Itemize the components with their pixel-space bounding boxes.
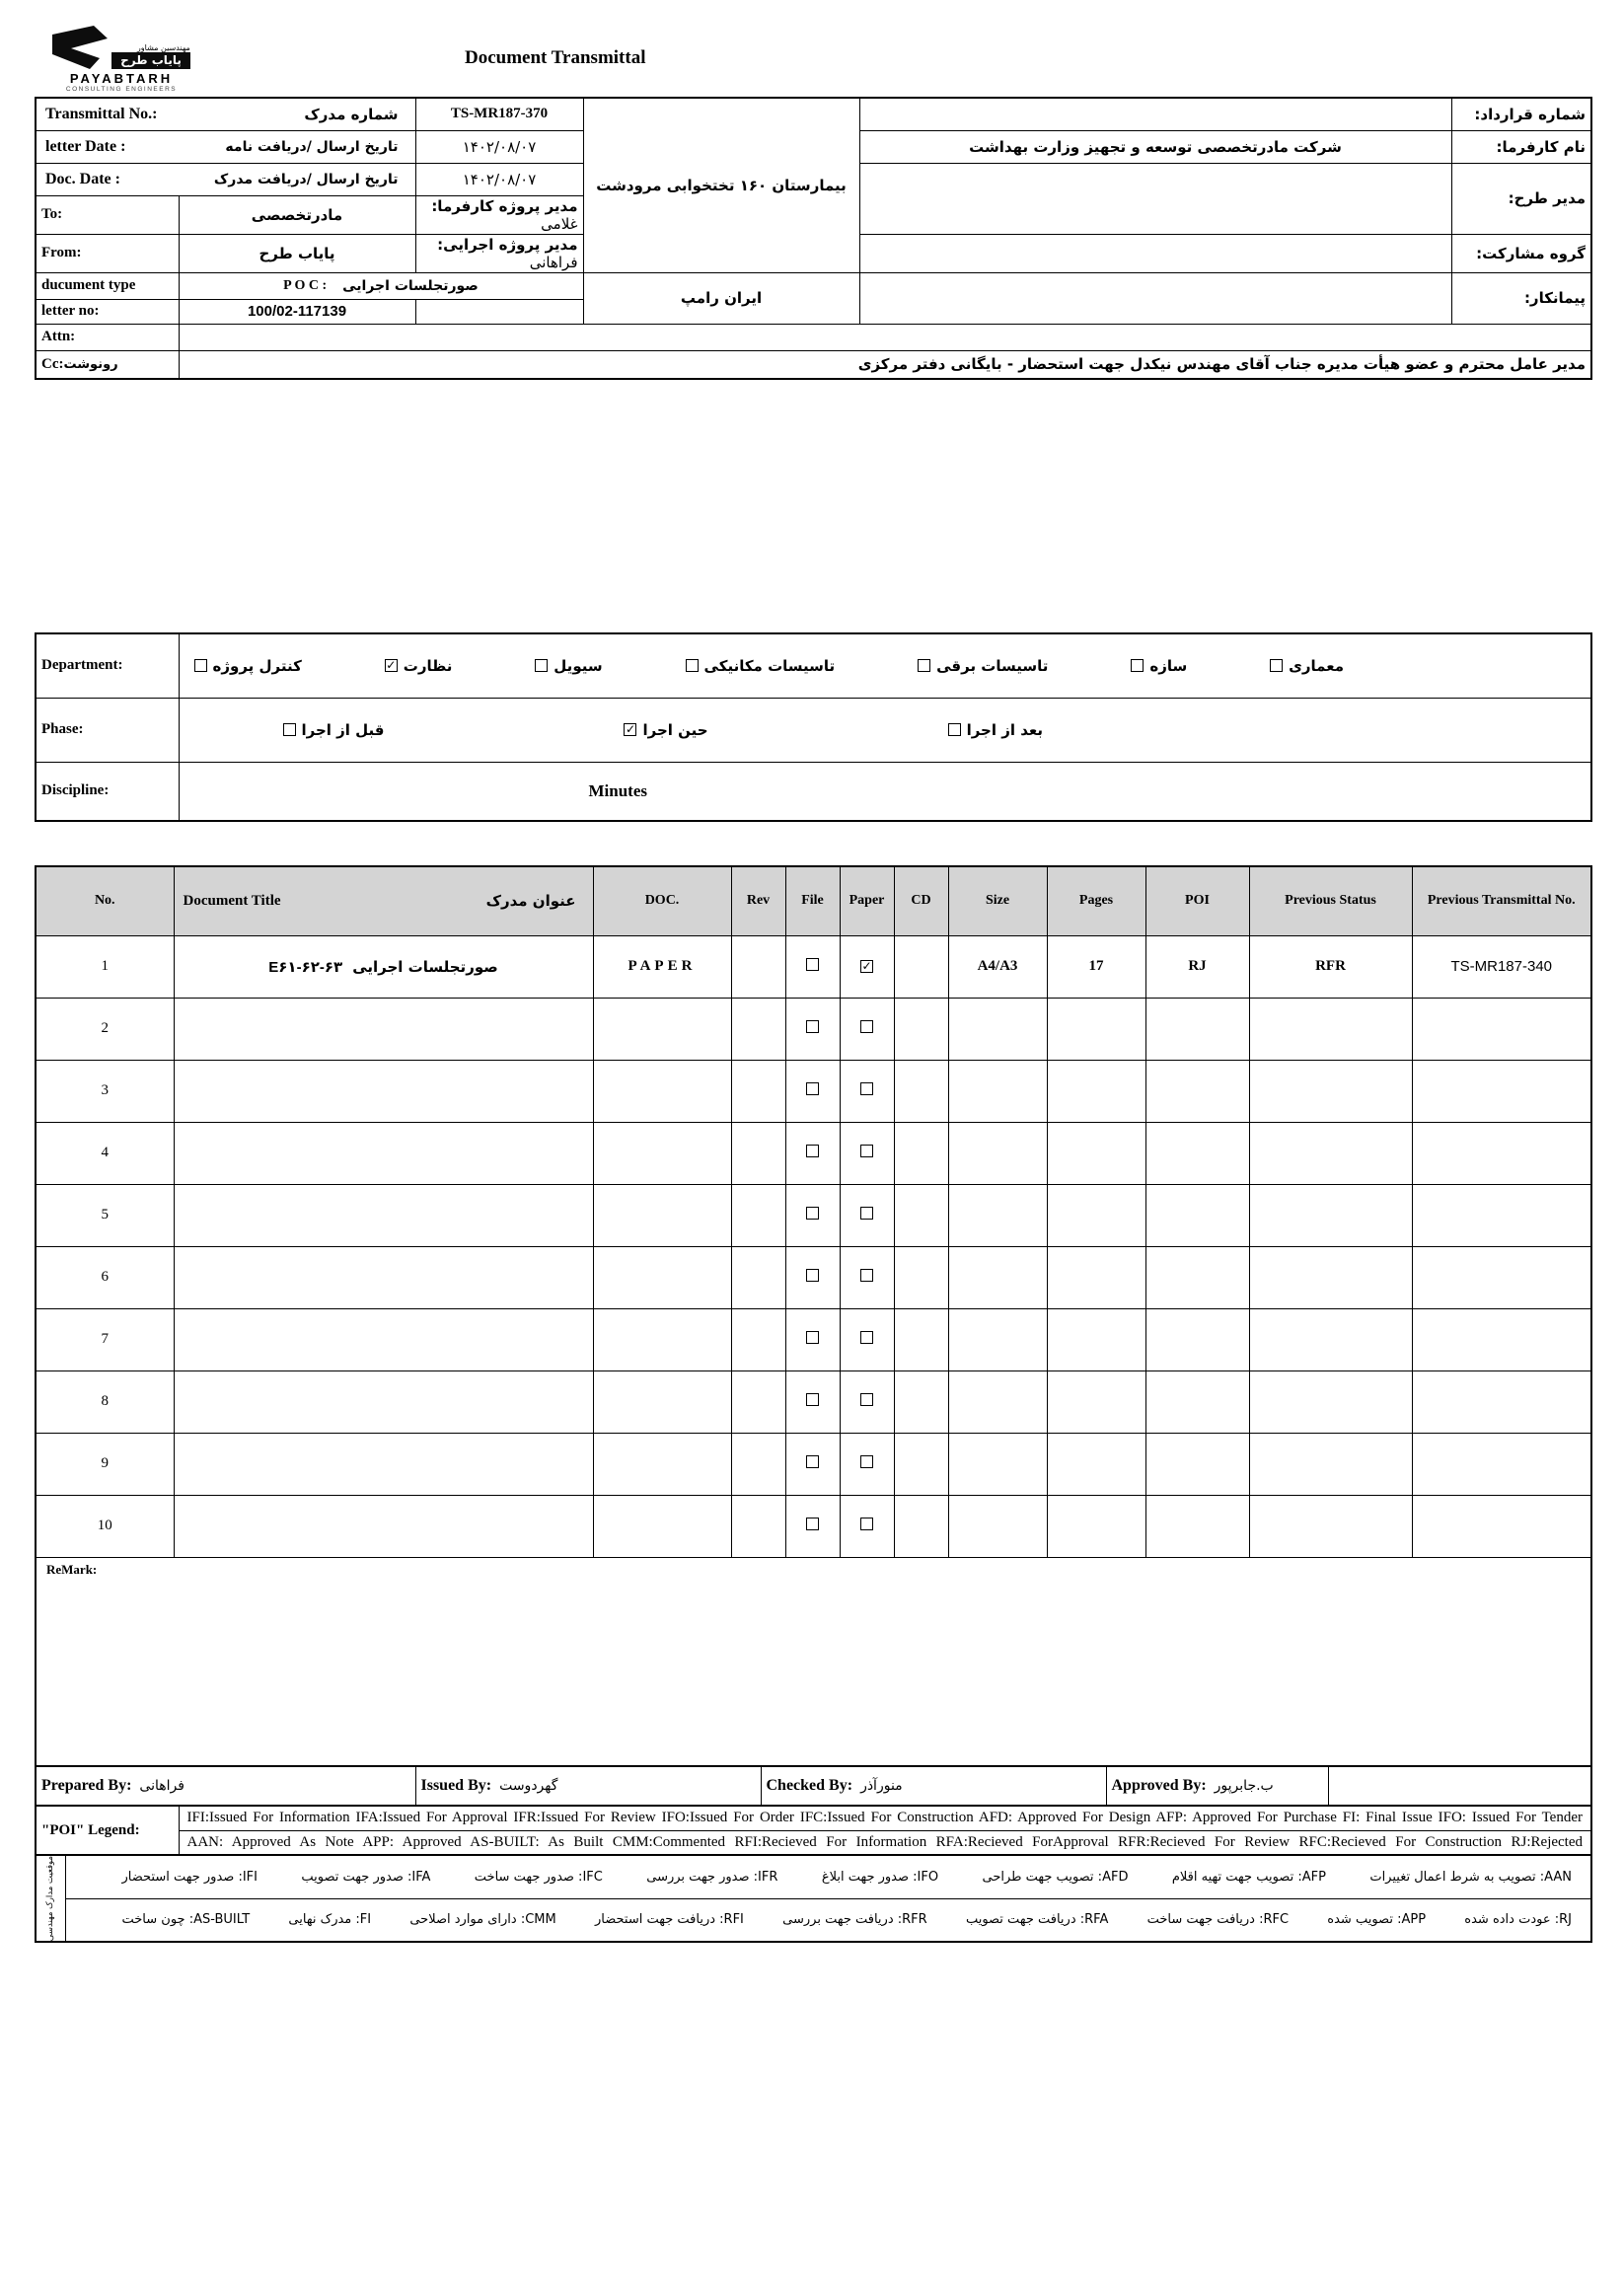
partnership-value [859, 234, 1451, 272]
checkbox-icon [860, 1145, 873, 1157]
client-pm-value: غلامی [541, 214, 578, 233]
document-list-table [35, 865, 1592, 1767]
row-file [785, 935, 840, 998]
row-prev-transmittal [1412, 1433, 1591, 1495]
document-row [36, 1122, 1591, 1184]
row-poi [1145, 1122, 1249, 1184]
legend-item: IFI: صدور جهت استحضار [121, 1869, 258, 1885]
legend-item: IFA: صدور جهت تصویب [301, 1869, 431, 1885]
project-name: بیمارستان ۱۶۰ تختخوابی مرودشت [583, 98, 859, 272]
company-logo [52, 26, 190, 93]
legend-item: RFA: دریافت جهت تصویب [965, 1912, 1109, 1928]
row-title [174, 1184, 593, 1246]
legend-item: IFO: صدور جهت ابلاغ [821, 1869, 939, 1885]
logo-subtitle: CONSULTING ENGINEERS [65, 86, 178, 93]
row-paper [840, 1308, 894, 1370]
transmittal-no-label-fa: شماره مدرک [304, 105, 399, 123]
checkbox-icon [194, 659, 207, 672]
letter-no-value: 100/02-117139 [179, 299, 415, 324]
from-value: پایاب طرح [179, 234, 415, 272]
row-paper [840, 1060, 894, 1122]
fa-legend-row2 [65, 1898, 1591, 1942]
row-file [785, 1246, 840, 1308]
row-cd [894, 1370, 948, 1433]
cc-label-fa: رونوشت [63, 356, 118, 372]
row-prev-status [1249, 1060, 1412, 1122]
department-option-supervision: ✓ نظارت [386, 656, 453, 675]
row-title [174, 998, 593, 1060]
to-value: مادرتخصصی [179, 195, 415, 234]
row-pages [1047, 1184, 1145, 1246]
col-header-cd: CD [894, 866, 948, 935]
row-rev [731, 998, 785, 1060]
page-title: Document Transmittal [465, 47, 646, 68]
letter-date-label: letter Date : [45, 137, 126, 155]
row-file [785, 1308, 840, 1370]
row-prev-status: RFR [1249, 935, 1412, 998]
logo-mark-icon [52, 26, 108, 69]
row-prev-status [1249, 998, 1412, 1060]
discipline-label: Discipline: [36, 762, 179, 821]
row-size [948, 1060, 1047, 1122]
row-prev-status [1249, 1246, 1412, 1308]
from-label: From: [36, 234, 179, 272]
row-cd [894, 1495, 948, 1557]
checkbox-icon [283, 723, 296, 736]
contract-no-value [859, 98, 1451, 130]
checkbox-icon [918, 659, 930, 672]
row-doc: PAPER [593, 935, 731, 998]
row-poi [1145, 998, 1249, 1060]
row-title [174, 1495, 593, 1557]
legend-item: IFC: صدور جهت ساخت [474, 1869, 603, 1885]
legend-item: AFP: تصویب جهت تهیه اقلام [1171, 1869, 1326, 1885]
row-title [174, 1308, 593, 1370]
row-cd [894, 1184, 948, 1246]
approved-by-value: ب.جابرپور [1214, 1778, 1274, 1794]
row-pages: 17 [1047, 935, 1145, 998]
row-size [948, 1246, 1047, 1308]
row-poi [1145, 1433, 1249, 1495]
row-no: 5 [36, 1184, 174, 1246]
row-paper [840, 998, 894, 1060]
phase-options [185, 721, 1587, 739]
row-pages [1047, 1308, 1145, 1370]
department-option-civil: سیویل [535, 657, 602, 675]
col-header-prev-transmittal: Previous Transmittal No. [1412, 866, 1591, 935]
row-rev [731, 1308, 785, 1370]
checkbox-icon [1270, 659, 1283, 672]
row-poi [1145, 1184, 1249, 1246]
department-option-structure: سازه [1131, 657, 1187, 675]
checkbox-icon [806, 1145, 819, 1157]
row-prev-status [1249, 1184, 1412, 1246]
row-prev-transmittal [1412, 998, 1591, 1060]
poi-legend-line2: AAN: Approved As Note APP: Approved AS-BUILT: As Built CMM:Commented RFI:Recieved For Information RFA:Recieved ForApproval RFR:Recieved For Review RFC:Recieved For Construction RJ:Rejected [179, 1830, 1591, 1855]
attn-label: Attn: [36, 324, 179, 350]
exec-pm-label: مدیر پروژه اجرایی: [437, 235, 578, 254]
contract-no-label: شماره قرارداد: [1451, 98, 1591, 130]
checkbox-icon: ✓ [625, 722, 636, 736]
row-size: A4/A3 [948, 935, 1047, 998]
row-cd [894, 1060, 948, 1122]
contractor-label: پیمانکار: [1451, 272, 1591, 324]
issued-by-value: گهردوست [499, 1778, 558, 1794]
checkbox-icon [860, 1455, 873, 1468]
row-file [785, 998, 840, 1060]
row-cd [894, 1246, 948, 1308]
department-label: Department: [36, 633, 179, 698]
document-type-value: صورتجلسات اجرایی [342, 277, 479, 294]
row-prev-status [1249, 1433, 1412, 1495]
checkbox-icon [806, 1331, 819, 1344]
cc-label: Cc: [41, 355, 64, 372]
row-file [785, 1122, 840, 1184]
checkbox-icon [860, 1269, 873, 1282]
contractor-value: ایران رامپ [583, 272, 859, 324]
row-cd [894, 935, 948, 998]
transmittal-header-table [35, 97, 1592, 380]
letter-date-label-fa: تاریخ ارسال /دریافت نامه [225, 138, 399, 155]
document-row [36, 935, 1591, 998]
row-doc [593, 998, 731, 1060]
checkbox-icon: ✓ [861, 959, 872, 973]
row-paper [840, 1246, 894, 1308]
row-poi [1145, 1370, 1249, 1433]
row-cd [894, 1308, 948, 1370]
row-title [174, 1433, 593, 1495]
checkbox-icon [860, 1518, 873, 1530]
col-header-rev: Rev [731, 866, 785, 935]
row-pages [1047, 1433, 1145, 1495]
fa-legend-side-label-cell [36, 1855, 65, 1942]
remark-area [36, 1557, 1591, 1766]
row-doc [593, 1495, 731, 1557]
col-header-paper: Paper [840, 866, 894, 935]
doc-date-label-fa: تاریخ ارسال /دریافت مدرک [213, 171, 399, 187]
col-header-no: No. [36, 866, 174, 935]
row-prev-transmittal [1412, 1122, 1591, 1184]
checkbox-icon [860, 1082, 873, 1095]
row-prev-transmittal [1412, 1495, 1591, 1557]
logo-tagline: مهندسین مشاور [136, 43, 190, 52]
row-pages [1047, 998, 1145, 1060]
checkbox-icon [806, 1082, 819, 1095]
col-header-title: Document Title عنوان مدرک [174, 866, 593, 935]
col-header-prev-status: Previous Status [1249, 866, 1412, 935]
row-rev [731, 1370, 785, 1433]
prepared-by-cell [36, 1766, 415, 1806]
design-manager-label: مدیر طرح: [1451, 163, 1591, 234]
row-file [785, 1495, 840, 1557]
row-prev-transmittal [1412, 1370, 1591, 1433]
row-title [174, 1370, 593, 1433]
document-row [36, 1433, 1591, 1495]
row-paper [840, 935, 894, 998]
checkbox-icon [948, 723, 961, 736]
checkbox-icon [806, 1207, 819, 1220]
exec-pm-cell [415, 234, 583, 272]
document-row [36, 1308, 1591, 1370]
row-no: 1 [36, 935, 174, 998]
legend-item: RJ: عودت داده شده [1464, 1912, 1572, 1928]
exec-pm-value: فراهانی [529, 253, 578, 271]
design-manager-value [859, 163, 1451, 234]
checkbox-icon [806, 1020, 819, 1033]
row-paper [840, 1495, 894, 1557]
row-size [948, 1184, 1047, 1246]
doc-date-value: ۱۴۰۲/۰۸/۰۷ [415, 163, 583, 195]
row-title: E۶۱-۶۲-۶۳ صورتجلسات اجرایی [174, 935, 593, 998]
row-prev-status [1249, 1308, 1412, 1370]
prepared-by-label: Prepared By: [41, 1777, 132, 1794]
row-prev-status [1249, 1495, 1412, 1557]
row-pages [1047, 1495, 1145, 1557]
row-poi [1145, 1308, 1249, 1370]
row-prev-transmittal [1412, 1060, 1591, 1122]
col-header-poi: POI [1145, 866, 1249, 935]
row-no: 7 [36, 1308, 174, 1370]
document-row [36, 1370, 1591, 1433]
checked-by-value: منورآذر [860, 1778, 903, 1794]
legend-item: IFR: صدور جهت بررسی [646, 1869, 778, 1885]
legend-item: RFR: دریافت جهت بررسی [782, 1912, 927, 1928]
legend-item: AS-BUILT: چون ساخت [121, 1912, 251, 1928]
row-prev-transmittal [1412, 1308, 1591, 1370]
document-type-code: P O C : [283, 277, 328, 293]
row-paper [840, 1433, 894, 1495]
logo-name-fa: پایاب طرح [111, 52, 190, 69]
row-pages [1047, 1122, 1145, 1184]
phase-option-before: قبل از اجرا [283, 721, 385, 739]
row-doc [593, 1308, 731, 1370]
row-rev [731, 1184, 785, 1246]
checkbox-icon: ✓ [386, 658, 397, 673]
row-file [785, 1184, 840, 1246]
row-rev [731, 1060, 785, 1122]
row-prev-transmittal [1412, 1246, 1591, 1308]
row-no: 2 [36, 998, 174, 1060]
fa-legend-side-label: موقعیت مدارک مهندسی [45, 1856, 56, 1942]
approved-by-cell [1106, 1766, 1328, 1806]
phase-option-after: بعد از اجرا [948, 721, 1043, 739]
row-pages [1047, 1370, 1145, 1433]
letter-no-empty-cell [415, 299, 583, 324]
row-no: 3 [36, 1060, 174, 1122]
department-option-mechanical: تاسیسات مکانیکی [686, 657, 836, 675]
row-file [785, 1433, 840, 1495]
col-header-file: File [785, 866, 840, 935]
issued-by-label: Issued By: [420, 1777, 492, 1794]
row-doc [593, 1060, 731, 1122]
client-pm-cell [415, 195, 583, 234]
row-prev-status [1249, 1370, 1412, 1433]
row-no: 9 [36, 1433, 174, 1495]
classification-table [35, 632, 1592, 822]
row-prev-transmittal: TS-MR187-340 [1412, 935, 1591, 998]
row-size [948, 1433, 1047, 1495]
letter-date-value: ۱۴۰۲/۰۸/۰۷ [415, 130, 583, 163]
row-no: 10 [36, 1495, 174, 1557]
row-paper [840, 1184, 894, 1246]
legend-item: RFI: دریافت جهت استحضار [595, 1912, 744, 1928]
logo-name-en: PAYABTARH [69, 71, 174, 86]
checkbox-icon [806, 1518, 819, 1530]
phase-option-during: ✓ حین اجرا [625, 720, 708, 739]
page-header [35, 26, 1624, 97]
checkbox-icon [686, 659, 699, 672]
document-row [36, 1495, 1591, 1557]
poi-legend-table [35, 1805, 1592, 1856]
row-no: 4 [36, 1122, 174, 1184]
poi-legend-label: "POI" Legend: [36, 1806, 179, 1855]
row-paper [840, 1122, 894, 1184]
checkbox-icon [806, 1393, 819, 1406]
client-name-value: شرکت مادرتخصصی توسعه و تجهیز وزارت بهداشت [859, 130, 1451, 163]
col-header-pages: Pages [1047, 866, 1145, 935]
row-cd [894, 1122, 948, 1184]
poi-legend-line1: IFI:Issued For Information IFA:Issued For Approval IFR:Issued For Review IFO:Issued For Order IFC:Issued For Construction AFD: Approved For Design AFP: Approved For Purchase FI: Final Issue IFO: Issued For Tender [179, 1806, 1591, 1830]
row-file [785, 1370, 840, 1433]
letter-no-label: letter no: [36, 299, 179, 324]
department-option-project-control: کنترل پروژه [194, 657, 302, 675]
row-title [174, 1122, 593, 1184]
row-rev [731, 1433, 785, 1495]
row-paper [840, 1370, 894, 1433]
row-poi [1145, 1495, 1249, 1557]
transmittal-no-label: Transmittal No.: [45, 105, 158, 122]
document-row [36, 1184, 1591, 1246]
phase-label: Phase: [36, 698, 179, 762]
row-cd [894, 1433, 948, 1495]
row-poi [1145, 1246, 1249, 1308]
row-size [948, 998, 1047, 1060]
document-row [36, 998, 1591, 1060]
row-cd [894, 998, 948, 1060]
checkbox-icon [806, 958, 819, 971]
checkbox-icon [806, 1455, 819, 1468]
row-doc [593, 1122, 731, 1184]
signoff-table [35, 1765, 1592, 1807]
attn-value [179, 324, 1591, 350]
checkbox-icon [860, 1207, 873, 1220]
legend-item: RFC: دریافت جهت ساخت [1146, 1912, 1290, 1928]
partnership-label: گروه مشارکت: [1451, 234, 1591, 272]
row-size [948, 1308, 1047, 1370]
document-row [36, 1060, 1591, 1122]
transmittal-no-value: TS-MR187-370 [415, 98, 583, 130]
document-type-label: ducument type [36, 272, 179, 299]
row-prev-status [1249, 1122, 1412, 1184]
doc-date-label: Doc. Date : [45, 170, 120, 187]
discipline-value: Minutes [588, 780, 647, 800]
department-option-electrical: تاسیسات برقی [918, 657, 1048, 675]
row-rev [731, 1122, 785, 1184]
to-label: To: [36, 195, 179, 234]
row-size [948, 1370, 1047, 1433]
checkbox-icon [535, 659, 548, 672]
row-doc [593, 1246, 731, 1308]
row-doc [593, 1184, 731, 1246]
row-poi: RJ [1145, 935, 1249, 998]
legend-item: AAN: تصویب به شرط اعمال تغییرات [1369, 1869, 1572, 1885]
row-no: 8 [36, 1370, 174, 1433]
row-rev [731, 1495, 785, 1557]
row-no: 6 [36, 1246, 174, 1308]
signoff-empty-cell [1328, 1766, 1591, 1806]
client-pm-label: مدیر پروژه کارفرما: [431, 196, 578, 215]
checkbox-icon [860, 1393, 873, 1406]
approved-by-label: Approved By: [1111, 1777, 1207, 1794]
row-pages [1047, 1246, 1145, 1308]
row-prev-transmittal [1412, 1184, 1591, 1246]
row-file [785, 1060, 840, 1122]
row-rev [731, 935, 785, 998]
checkbox-icon [860, 1020, 873, 1033]
row-title [174, 1246, 593, 1308]
remark-row [36, 1557, 1591, 1766]
issued-by-cell [415, 1766, 761, 1806]
legend-item: FI: مدرک نهایی [288, 1912, 372, 1928]
row-pages [1047, 1060, 1145, 1122]
legend-item: APP: تصویب شده [1327, 1912, 1427, 1928]
col-header-size: Size [948, 866, 1047, 935]
legend-item: AFD: تصویب جهت طراحی [982, 1869, 1129, 1885]
remark-label: ReMark: [46, 1561, 98, 1577]
row-doc [593, 1433, 731, 1495]
row-title [174, 1060, 593, 1122]
document-table-header [36, 866, 1591, 935]
row-poi [1145, 1060, 1249, 1122]
checkbox-icon [1131, 659, 1144, 672]
cc-value: مدیر عامل محترم و عضو هیأت مدیره جناب آقای مهندس نیکدل جهت استحضار - بایگانی دفتر مرکزی [179, 350, 1591, 379]
checked-by-cell [761, 1766, 1106, 1806]
fa-legend-table [35, 1854, 1592, 1943]
contractor-value-extra [859, 272, 1451, 324]
checkbox-icon [860, 1331, 873, 1344]
client-name-label: نام کارفرما: [1451, 130, 1591, 163]
department-options [185, 657, 1587, 675]
fa-legend-row1 [65, 1855, 1591, 1898]
row-doc [593, 1370, 731, 1433]
col-header-doc: DOC. [593, 866, 731, 935]
legend-item: CMM: دارای موارد اصلاحی [409, 1912, 556, 1928]
department-option-architecture: معماری [1270, 657, 1344, 675]
row-size [948, 1122, 1047, 1184]
checked-by-label: Checked By: [766, 1777, 853, 1794]
checkbox-icon [806, 1269, 819, 1282]
row-size [948, 1495, 1047, 1557]
document-row [36, 1246, 1591, 1308]
cc-label-cell [36, 350, 179, 379]
row-rev [731, 1246, 785, 1308]
prepared-by-value: فراهانی [139, 1778, 185, 1794]
